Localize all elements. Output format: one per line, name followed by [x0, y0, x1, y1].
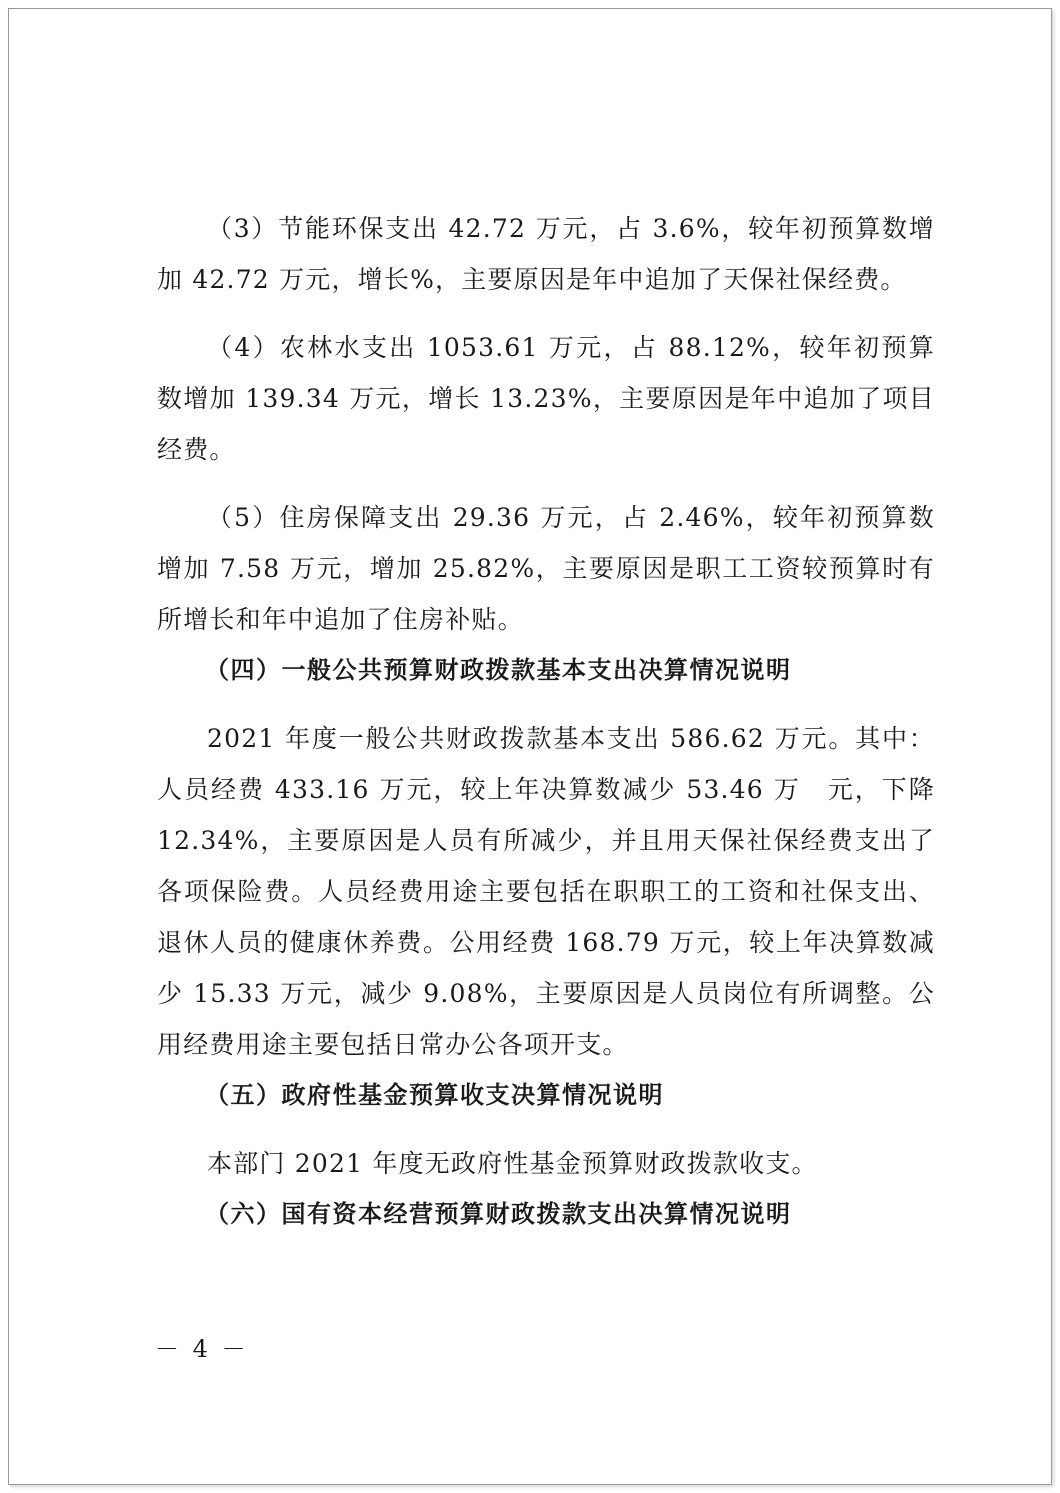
page-content [157, 203, 935, 1240]
document-page [8, 8, 1052, 1485]
paragraph-energy-conservation: （3）节能环保支出 42.72 万元，占 3.6%，较年初预算数增加 42.72 万元，增长%，主要原因是年中追加了天保社保经费。 [157, 214, 935, 294]
paragraph-government-fund: 本部门 2021 年度无政府性基金预算财政拨款收支。 [207, 1149, 818, 1178]
paragraph-agriculture-forestry-water: （4）农林水支出 1053.61 万元，占 88.12%，较年初预算数增加 139.34 万元，增长 13.23%，主要原因是年中追加了项目经费。 [157, 333, 935, 464]
section-heading-basic-expenditure: （四）一般公共预算财政拨款基本支出决算情况说明 [205, 656, 792, 684]
page-number: － 4 － [155, 1335, 249, 1363]
paragraph-housing-security: （5）住房保障支出 29.36 万元，占 2.46%，较年初预算数增加 7.58 万元，增加 25.82%，主要原因是职工工资较预算时有所增长和年中追加了住房补贴。 [157, 503, 935, 634]
paragraph-basic-expenditure: 2021 年度一般公共财政拨款基本支出 586.62 万元。其中：人员经费 433.16 万元，较上年决算数减少 53.46 万 元，下降 12.34%，主要原因是人员有所减少，并且用天保社保经费支出了各项保险费。人员经费用途主要包括在职职工的工资和社保支出、退休人员的健康休养费。公用经费 168.79 万元，较上年决算数减少 15.33 万元，减少 9.08%，主要原因是人员岗位有所调整。公用经费用途主要包括日常办公各项开支。 [157, 724, 935, 1059]
section-heading-state-capital: （六）国有资本经营预算财政拨款支出决算情况说明 [205, 1200, 792, 1228]
section-heading-government-fund: （五）政府性基金预算收支决算情况说明 [205, 1081, 664, 1109]
